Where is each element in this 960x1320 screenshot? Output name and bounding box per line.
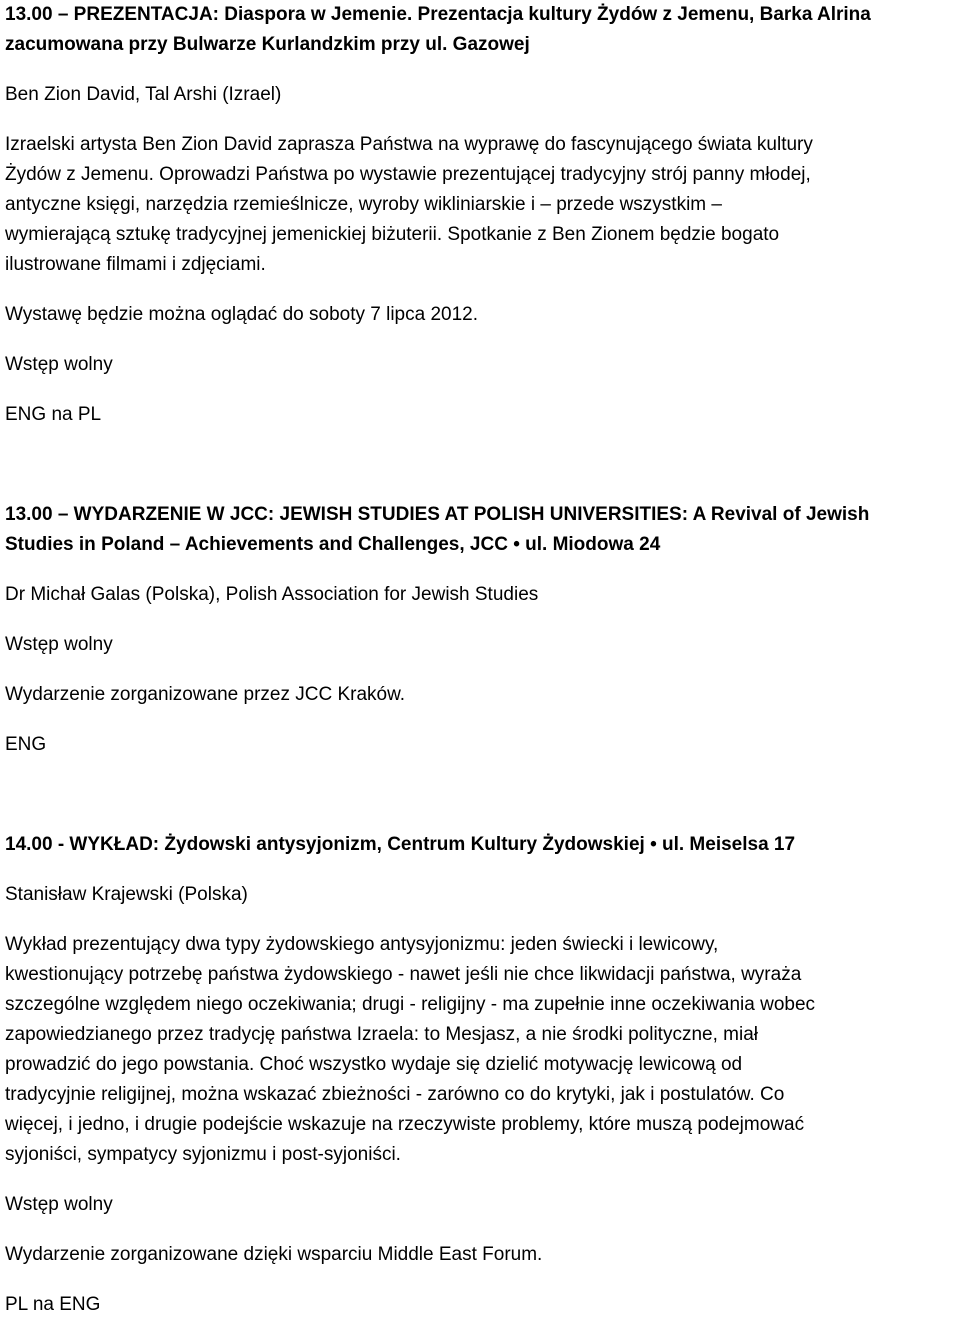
event-description-line: Żydów z Jemenu. Oprowadzi Państwa po wystawie prezentującej tradycyjny strój panny młodej,	[5, 164, 811, 185]
event-presenters: Ben Zion David, Tal Arshi (Izrael)	[5, 84, 282, 105]
event-organizer: Wydarzenie zorganizowane przez JCC Kraków.	[5, 684, 406, 705]
event-heading: 13.00 – WYDARZENIE W JCC: JEWISH STUDIES AT POLISH UNIVERSITIES: A Revival of Jewish	[5, 504, 870, 525]
event-note: Wystawę będzie można oglądać do soboty 7 lipca 2012.	[5, 304, 479, 325]
event-presenters: Dr Michał Galas (Polska), Polish Association for Jewish Studies	[5, 584, 539, 605]
event-admission: Wstęp wolny	[5, 634, 113, 655]
event-heading: 14.00 - WYKŁAD: Żydowski antysyjonizm, Centrum Kultury Żydowskiej • ul. Meiselsa 17	[5, 834, 796, 855]
event-description-line: tradycyjnie religijnej, można wskazać zbieżności - zarówno co do krytyki, jak i postulatów. Co	[5, 1084, 785, 1105]
event-jcc-jewish-studies	[5, 500, 957, 760]
event-description-line: syjoniści, sympatycy syjonizmu i post-syjoniści.	[5, 1144, 401, 1165]
event-yemen-presentation	[5, 0, 957, 430]
event-description-line: ilustrowane filmami i zdjęciami.	[5, 254, 266, 275]
event-heading: Studies in Poland – Achievements and Challenges, JCC • ul. Miodowa 24	[5, 534, 661, 555]
event-admission: Wstęp wolny	[5, 354, 113, 375]
event-heading: 13.00 – PREZENTACJA: Diaspora w Jemenie. Prezentacja kultury Żydów z Jemenu, Barka Alrina	[5, 4, 871, 25]
document-page	[5, 0, 957, 1320]
event-presenters: Stanisław Krajewski (Polska)	[5, 884, 248, 905]
event-language: ENG	[5, 734, 47, 755]
event-description-line: Izraelski artysta Ben Zion David zaprasza Państwa na wyprawę do fascynującego świata kultury	[5, 134, 813, 155]
event-description-line: kwestionujący potrzebę państwa żydowskiego - nawet jeśli nie chce likwidacji państwa, wyraża	[5, 964, 802, 985]
event-description-line: zapowiedzianego przez tradycję państwa Izraela: to Mesjasz, a nie środki polityczne, miał	[5, 1024, 758, 1045]
event-description-line: wymierającą sztukę tradycyjnej jemenickiej biżuterii. Spotkanie z Ben Zionem będzie bogato	[5, 224, 780, 245]
event-description-line: szczególne względem niego oczekiwania; drugi - religijny - ma zupełnie inne oczekiwania wobec	[5, 994, 816, 1015]
event-language: PL na ENG	[5, 1294, 101, 1315]
event-description-line: więcej, i jedno, i drugie podejście wskazuje na rzeczywiste problemy, które muszą podejmować	[5, 1114, 805, 1135]
event-antizionism-lecture	[5, 830, 957, 1320]
event-sponsor: Wydarzenie zorganizowane dzięki wsparciu Middle East Forum.	[5, 1244, 543, 1265]
event-heading: zacumowana przy Bulwarze Kurlandzkim przy ul. Gazowej	[5, 34, 530, 55]
event-description-line: antyczne księgi, narzędzia rzemieślnicze, wyroby wikliniarskie i – przede wszystkim –	[5, 194, 722, 215]
event-language: ENG na PL	[5, 404, 102, 425]
event-description-line: Wykład prezentujący dwa typy żydowskiego antysyjonizmu: jeden świecki i lewicowy,	[5, 934, 719, 955]
event-admission: Wstęp wolny	[5, 1194, 113, 1215]
event-description-line: prowadzić do jego powstania. Choć wszystko wydaje się dzielić motywację lewicową od	[5, 1054, 743, 1075]
